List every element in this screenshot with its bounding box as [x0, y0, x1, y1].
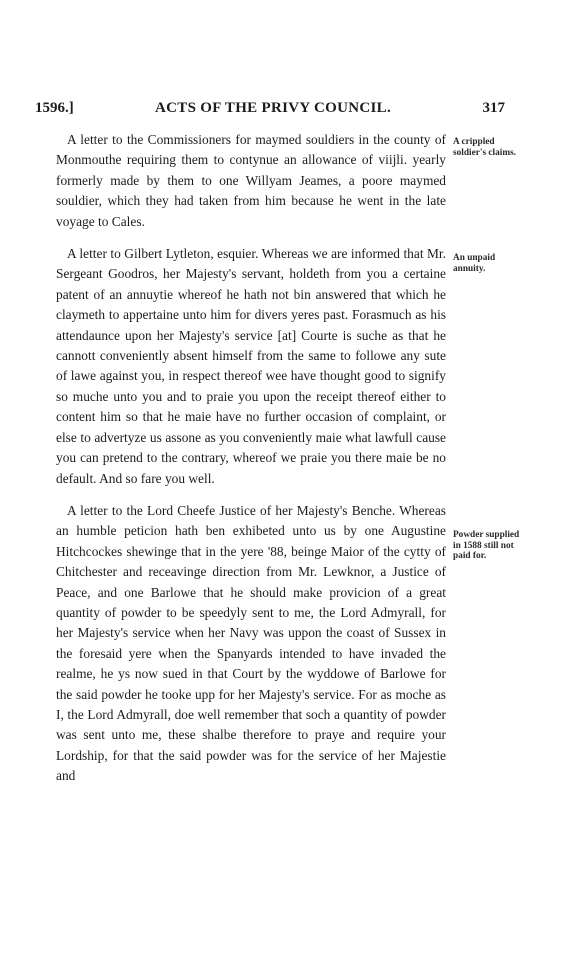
page-number: 317 [482, 100, 505, 116]
paragraph-gilbert-lytleton: A letter to Gilbert Lytleton, esquier. Whereas we are informed that Mr. Sergeant Goodros, her Majesty's servant, holdeth from you a certaine patent of an annuytie whereof he hath not bin answered that which he claymeth to appertaine unto him for divers yeres past. Forasmuch as his attendaunce upon her Majesty's service [at] Courte is suche as that he cannott conveniently absent himself from the same to followe any sute of lawe against you, in respect thereof wee have thought good to signify so muche unto you and to praie you upon the receipt thereof either to content him so that he maie have no further occasion of complaint, or else to advertyze us assone as you conveniently maie what lawfull cause you can pretend to the contrary, whereof we praie you there maie be no default. And so fare you well. [56, 246, 446, 486]
margin-note-unpaid-annuity: An unpaid annuity. [453, 253, 496, 274]
main-text-column [56, 130, 446, 799]
margin-note-crippled-soldier: A crippled soldier's claims. [453, 137, 517, 158]
paragraph-maymed-souldiers: A letter to the Commissioners for maymed souldiers in the county of Monmouthe requiring them to contynue an allowance of viijli. yearly formerly made by them to one Willyam Jeames, a poore maymed souldier, which they had taken from him because he went in the late voyage to Cales. [56, 132, 446, 229]
paragraph-lord-cheefe-justice: A letter to the Lord Cheefe Justice of her Majesty's Benche. Whereas an humble peticion hath ben exhibeted unto us by one Augustine Hitchcockes shewinge that in the yere '88, beinge Maior of the cytty of Chitchester and receavinge direction from Mr. Lewknor, a Justice of Peace, and one Barlowe that he should make provicion of a great quantity of powder to be speedyly sent to me, the Lord Admyrall, for her Majesty's service when her Navy was uppon the coast of Sussex in the foresaid yere when the Spanyards intended to have invaded the realme, he ys now sued in that Court by the wyddowe of Barlowe for the said powder he tooke upp for her Majesty's service. For as moche as I, the Lord Admyrall, doe well remember that soch a quantity of powder was sent unto me, these shalbe therefore to praye and require your Lordship, for that the said powder was for the service of her Majestie and [56, 502, 446, 784]
margin-note-powder-unpaid: Powder supplied in 1588 still not paid for. [453, 530, 520, 561]
header-year: 1596.] [35, 100, 74, 116]
running-header [35, 100, 505, 122]
header-title: ACTS OF THE PRIVY COUNCIL. [155, 100, 392, 116]
